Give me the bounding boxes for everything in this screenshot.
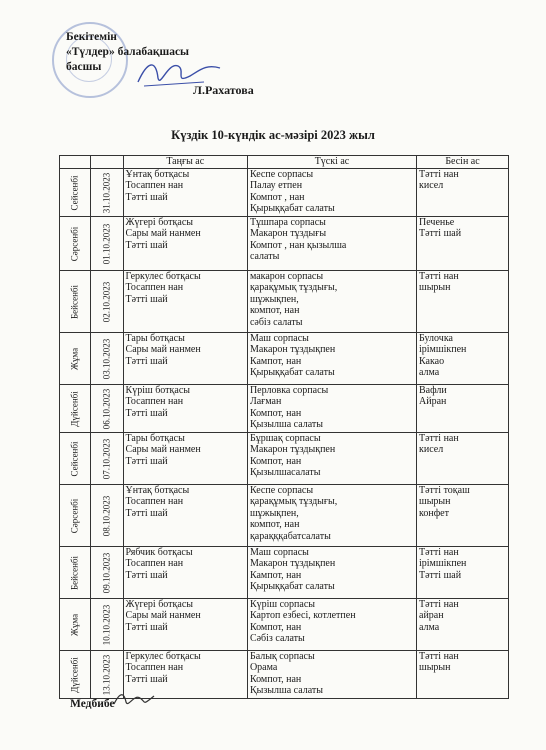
day-cell bbox=[60, 599, 91, 651]
lunch-item: Кампот, нан bbox=[249, 569, 302, 581]
breakfast-item: Тары ботқасы bbox=[125, 333, 185, 344]
snack-item: Тәтті нан bbox=[419, 271, 459, 282]
lunch-item: Кампот, нан bbox=[249, 355, 302, 367]
lunch-item: Қырыққабат салаты bbox=[249, 581, 335, 593]
lunch-item: Макарон тұздықпен bbox=[249, 558, 336, 570]
snack-item: шырын bbox=[419, 496, 451, 508]
table-row bbox=[60, 547, 509, 599]
snack-cell bbox=[417, 271, 509, 333]
lunch-cell bbox=[247, 169, 416, 217]
lunch-cell bbox=[247, 599, 416, 651]
breakfast-item: Рябчик ботқасы bbox=[125, 547, 193, 558]
breakfast-item: Тәтті шай bbox=[125, 191, 168, 203]
day-cell-text: Сейсенбі bbox=[69, 175, 80, 210]
table-row bbox=[60, 433, 509, 485]
lunch-item: Картоп езбесі, котлетпен bbox=[249, 610, 356, 622]
table-row bbox=[60, 217, 509, 271]
lunch-item: Қырыққабат салаты bbox=[249, 367, 335, 379]
day-cell bbox=[60, 547, 91, 599]
date-cell-text: 03.10.2023 bbox=[101, 338, 112, 379]
snack-item: ірімшікпен bbox=[419, 558, 467, 570]
lunch-item: Компот, нан bbox=[249, 673, 302, 685]
lunch-item: шұжықпен, bbox=[249, 507, 299, 519]
snack-item: Тәтті нан bbox=[419, 599, 459, 610]
table-row bbox=[60, 271, 509, 333]
lunch-item: компот, нан bbox=[249, 305, 300, 317]
snack-item: кисел bbox=[419, 180, 444, 192]
day-cell-text: Сәрсенбі bbox=[69, 498, 80, 533]
breakfast-item: Ұнтақ ботқасы bbox=[125, 169, 190, 180]
breakfast-cell bbox=[123, 333, 247, 385]
breakfast-cell bbox=[123, 485, 247, 547]
snack-cell bbox=[417, 385, 509, 433]
breakfast-cell bbox=[123, 217, 247, 271]
document-title: Күздік 10-күндік ас-мәзірі 2023 жыл bbox=[171, 128, 375, 142]
snack-cell bbox=[417, 217, 509, 271]
date-cell-text: 31.10.2023 bbox=[101, 172, 112, 213]
date-cell bbox=[91, 217, 123, 271]
breakfast-item: Күріш ботқасы bbox=[125, 385, 190, 396]
table-row bbox=[60, 385, 509, 433]
lunch-item: Қызылша салаты bbox=[249, 419, 323, 431]
lunch-cell bbox=[247, 547, 416, 599]
lunch-item: Қырыққабат салаты bbox=[249, 203, 335, 215]
date-cell bbox=[91, 433, 123, 485]
breakfast-item: Тәтті шай bbox=[125, 621, 168, 633]
date-cell-text: 13.10.2023 bbox=[101, 654, 112, 695]
date-cell-text: 01.10.2023 bbox=[101, 223, 112, 264]
lunch-item: шұжықпен, bbox=[249, 293, 299, 305]
breakfast-item: Тосаппен нан bbox=[125, 282, 184, 294]
lunch-cell bbox=[247, 217, 416, 271]
snack-cell bbox=[417, 599, 509, 651]
snack-cell bbox=[417, 333, 509, 385]
lunch-item: макарон сорпасы bbox=[249, 271, 324, 282]
day-cell-text: Сәрсенбі bbox=[69, 226, 80, 261]
lunch-item: Бұршақ сорпасы bbox=[249, 433, 321, 444]
header-day bbox=[60, 156, 91, 169]
breakfast-item: Тары ботқасы bbox=[125, 433, 185, 444]
day-cell bbox=[60, 271, 91, 333]
menu-table bbox=[59, 155, 509, 699]
snack-cell bbox=[417, 547, 509, 599]
day-cell bbox=[60, 485, 91, 547]
date-cell-text: 10.10.2023 bbox=[101, 604, 112, 645]
snack-item: Айран bbox=[419, 396, 447, 408]
lunch-item: Күріш сорпасы bbox=[249, 599, 315, 610]
lunch-item: Компот , нан қызылша bbox=[249, 239, 347, 251]
lunch-item: Сәбіз салаты bbox=[249, 633, 305, 645]
breakfast-cell bbox=[123, 271, 247, 333]
lunch-item: қарақұмық тұздығы, bbox=[249, 282, 338, 294]
footer-label: Медбибе bbox=[70, 698, 115, 710]
breakfast-item: Сары май нанмен bbox=[125, 610, 201, 622]
header-lunch: Түскі ас bbox=[247, 156, 416, 169]
lunch-item: Балық сорпасы bbox=[249, 651, 315, 662]
lunch-item: сәбіз салаты bbox=[249, 316, 303, 328]
lunch-item: Компот, нан bbox=[249, 621, 302, 633]
date-cell bbox=[91, 547, 123, 599]
nurse-signature bbox=[112, 688, 157, 710]
header-date bbox=[91, 156, 123, 169]
lunch-cell bbox=[247, 271, 416, 333]
snack-item: Булочка bbox=[419, 333, 453, 344]
snack-cell bbox=[417, 485, 509, 547]
date-cell-text: 09.10.2023 bbox=[101, 552, 112, 593]
breakfast-cell bbox=[123, 599, 247, 651]
breakfast-item: Тосаппен нан bbox=[125, 662, 184, 674]
day-cell bbox=[60, 333, 91, 385]
date-cell bbox=[91, 385, 123, 433]
lunch-item: Қызылшасалаты bbox=[249, 467, 321, 479]
header-breakfast: Таңғы ас bbox=[123, 156, 247, 169]
breakfast-item: Тәтті шай bbox=[125, 569, 168, 581]
director-name: Л.Рахатова bbox=[193, 83, 254, 97]
table-header-row bbox=[60, 156, 509, 169]
snack-item: конфет bbox=[419, 507, 449, 519]
day-cell-text: Бейсенбі bbox=[69, 284, 80, 319]
lunch-item: қарақққабатсалаты bbox=[249, 530, 331, 542]
lunch-item: Орама bbox=[249, 662, 278, 674]
date-cell bbox=[91, 599, 123, 651]
breakfast-cell bbox=[123, 547, 247, 599]
breakfast-item: Сары май нанмен bbox=[125, 344, 201, 356]
day-cell bbox=[60, 433, 91, 485]
snack-item: шырын bbox=[419, 282, 451, 294]
lunch-item: Макарон тұздықпен bbox=[249, 444, 336, 456]
snack-item: Печенье bbox=[419, 217, 455, 228]
breakfast-item: Геркулес ботқасы bbox=[125, 271, 201, 282]
snack-item: айран bbox=[419, 610, 444, 622]
lunch-cell bbox=[247, 433, 416, 485]
breakfast-item: Тәтті шай bbox=[125, 293, 168, 305]
menu-body bbox=[60, 169, 509, 699]
breakfast-item: Тәтті шай bbox=[125, 455, 168, 467]
snack-item: Тәтті шай bbox=[419, 569, 462, 581]
lunch-item: Перловка сорпасы bbox=[249, 385, 329, 396]
lunch-item: компот, нан bbox=[249, 519, 300, 531]
lunch-item: Компот, нан bbox=[249, 455, 302, 467]
lunch-item: Компот , нан bbox=[249, 191, 305, 203]
snack-item: алма bbox=[419, 367, 440, 379]
lunch-item: Кеспе сорпасы bbox=[249, 169, 314, 180]
snack-item: шырын bbox=[419, 662, 451, 674]
snack-item: Тәтті шай bbox=[419, 228, 462, 240]
lunch-cell bbox=[247, 385, 416, 433]
lunch-cell bbox=[247, 485, 416, 547]
lunch-item: Қызылша салаты bbox=[249, 685, 323, 697]
breakfast-item: Сары май нанмен bbox=[125, 444, 201, 456]
day-cell bbox=[60, 169, 91, 217]
breakfast-item: Ұнтақ ботқасы bbox=[125, 485, 190, 496]
lunch-cell bbox=[247, 651, 416, 699]
snack-cell bbox=[417, 651, 509, 699]
snack-item: Тәтті нан bbox=[419, 651, 459, 662]
breakfast-item: Тосаппен нан bbox=[125, 180, 184, 192]
lunch-cell bbox=[247, 333, 416, 385]
table-row bbox=[60, 169, 509, 217]
breakfast-item: Тосаппен нан bbox=[125, 496, 184, 508]
date-cell-text: 07.10.2023 bbox=[101, 438, 112, 479]
lunch-item: Кеспе сорпасы bbox=[249, 485, 314, 496]
date-cell bbox=[91, 333, 123, 385]
day-cell-text: Жұма bbox=[69, 347, 80, 370]
lunch-item: Палау етпен bbox=[249, 180, 303, 192]
lunch-item: Маш сорпасы bbox=[249, 333, 309, 344]
date-cell bbox=[91, 169, 123, 217]
day-cell-text: Дүйсенбі bbox=[69, 390, 80, 427]
table-row bbox=[60, 333, 509, 385]
day-cell bbox=[60, 217, 91, 271]
breakfast-item: Тәтті шай bbox=[125, 407, 168, 419]
table-row bbox=[60, 599, 509, 651]
breakfast-item: Тәтті шай bbox=[125, 239, 168, 251]
snack-cell bbox=[417, 433, 509, 485]
breakfast-cell bbox=[123, 169, 247, 217]
snack-item: алма bbox=[419, 621, 440, 633]
date-cell-text: 06.10.2023 bbox=[101, 388, 112, 429]
day-cell-text: Дүйсенбі bbox=[69, 656, 80, 693]
snack-item: Тәтті нан bbox=[419, 547, 459, 558]
snack-item: Тәтті тоқаш bbox=[419, 485, 470, 496]
lunch-item: қарақұмық тұздығы, bbox=[249, 496, 338, 508]
day-cell bbox=[60, 651, 91, 699]
breakfast-item: Жүгері ботқасы bbox=[125, 599, 193, 610]
breakfast-item: Тәтті шай bbox=[125, 507, 168, 519]
breakfast-item: Тосаппен нан bbox=[125, 396, 184, 408]
lunch-item: Лағман bbox=[249, 396, 282, 408]
approval-line-2: «Түлдер» балабақшасы bbox=[66, 46, 190, 58]
date-cell bbox=[91, 485, 123, 547]
breakfast-item: Жүгері ботқасы bbox=[125, 217, 193, 228]
approval-line-3: басшы bbox=[66, 61, 102, 73]
snack-item: ірімшікпен bbox=[419, 344, 467, 356]
date-cell bbox=[91, 271, 123, 333]
day-cell-text: Бейсенбі bbox=[69, 555, 80, 590]
breakfast-item: Сары май нанмен bbox=[125, 228, 201, 240]
snack-item: Какао bbox=[419, 355, 445, 367]
breakfast-item: Геркулес ботқасы bbox=[125, 651, 201, 662]
breakfast-item: Тәтті шай bbox=[125, 355, 168, 367]
date-cell-text: 08.10.2023 bbox=[101, 495, 112, 536]
breakfast-cell bbox=[123, 433, 247, 485]
breakfast-item: Тосаппен нан bbox=[125, 558, 184, 570]
snack-item: Тәтті нан bbox=[419, 433, 459, 444]
lunch-item: Маш сорпасы bbox=[249, 547, 309, 558]
snack-item: кисел bbox=[419, 444, 444, 456]
snack-cell bbox=[417, 169, 509, 217]
lunch-item: Макарон тұздықпен bbox=[249, 344, 336, 356]
lunch-item: Макарон тұздығы bbox=[249, 228, 327, 240]
lunch-item: салаты bbox=[249, 251, 280, 263]
lunch-item: Компот, нан bbox=[249, 407, 302, 419]
date-cell-text: 02.10.2023 bbox=[101, 281, 112, 322]
breakfast-cell bbox=[123, 385, 247, 433]
breakfast-item: Тәтті шай bbox=[125, 673, 168, 685]
day-cell-text: Жұма bbox=[69, 613, 80, 636]
day-cell-text: Сейсенбі bbox=[69, 441, 80, 476]
snack-item: Вафли bbox=[419, 385, 447, 396]
approval-line-1: Бекітемін bbox=[66, 31, 117, 43]
table-row bbox=[60, 485, 509, 547]
snack-item: Тәтті нан bbox=[419, 169, 459, 180]
day-cell bbox=[60, 385, 91, 433]
lunch-item: Тұшпара сорпасы bbox=[249, 217, 326, 228]
header-snack: Бесін ас bbox=[417, 156, 509, 169]
approval-block bbox=[66, 30, 189, 75]
